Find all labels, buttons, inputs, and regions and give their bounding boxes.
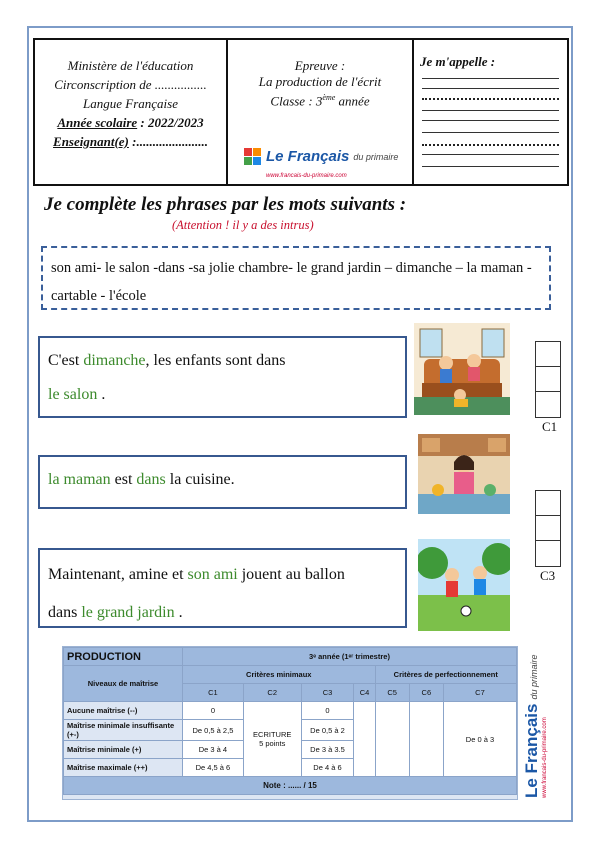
cell-c4-crossed bbox=[354, 702, 375, 777]
grading-grid bbox=[62, 646, 518, 800]
cell-c1: De 3 à 4 bbox=[183, 741, 244, 759]
exercise-title: Je complète les phrases par les mots suivants : bbox=[44, 194, 407, 215]
subject-line: Langue Française bbox=[83, 96, 178, 111]
col-header: C2 bbox=[243, 684, 301, 702]
row-label: Aucune maîtrise (--) bbox=[64, 702, 183, 720]
answer-son-ami: son ami bbox=[187, 566, 238, 583]
garden-football-illustration bbox=[418, 539, 510, 631]
header-name-cell bbox=[414, 40, 567, 184]
col-header: C7 bbox=[443, 684, 516, 702]
header-ministry-cell bbox=[35, 40, 228, 184]
logo-blocks-icon bbox=[244, 148, 262, 165]
name-line bbox=[422, 110, 559, 111]
logo-subtext: du primaire bbox=[353, 151, 399, 162]
col-header: C5 bbox=[375, 684, 409, 702]
sentence-box-3: Maintenant, amine et son ami jouent au ballon dans le grand jardin . bbox=[38, 548, 407, 628]
answer-la-maman: la maman bbox=[48, 471, 111, 488]
name-line bbox=[422, 132, 559, 133]
grid-title: PRODUCTION bbox=[64, 648, 183, 666]
kitchen-illustration bbox=[418, 434, 510, 514]
ministry-line: Ministère de l'éducation bbox=[67, 58, 194, 73]
name-line bbox=[422, 98, 559, 100]
cell-c1: De 4,5 à 6 bbox=[183, 759, 244, 777]
cell-c3: De 0,5 à 2 bbox=[301, 720, 354, 741]
cell-c3: De 4 à 6 bbox=[301, 759, 354, 777]
header-table bbox=[33, 38, 569, 186]
answer-dimanche: dimanche bbox=[83, 352, 146, 369]
col-header: C4 bbox=[354, 684, 375, 702]
district-line: Circonscription de ................ bbox=[54, 77, 207, 92]
word-bank: son ami- le salon -dans -sa jolie chambre- le grand jardin – dimanche – la maman -cartable - l'école bbox=[41, 246, 551, 310]
logo-url: www.francais-du-primaire.com bbox=[266, 173, 347, 179]
name-line bbox=[422, 166, 559, 167]
teacher-line: Enseignant(e) :...................... bbox=[53, 134, 208, 149]
name-line bbox=[422, 88, 559, 89]
cell-c1: 0 bbox=[183, 702, 244, 720]
name-line bbox=[422, 78, 559, 79]
living-room-illustration bbox=[414, 323, 510, 415]
name-line bbox=[422, 120, 559, 121]
answer-dans: dans bbox=[136, 471, 166, 488]
grid-year: 3ᵉ année (1ᵉʳ trimestre) bbox=[183, 648, 517, 666]
side-logo: Le Français du primaire www.francais-du-primaire.com bbox=[522, 654, 548, 798]
col-header: C6 bbox=[409, 684, 443, 702]
cell-c2: ECRITURE 5 points bbox=[243, 702, 301, 777]
class-label: Classe : 3ème année bbox=[270, 93, 370, 109]
cell-c3: De 3 à 3.5 bbox=[301, 741, 354, 759]
exam-subject: La production de l'écrit bbox=[258, 74, 382, 89]
grid-note: Note : ...... / 15 bbox=[64, 777, 517, 795]
name-label: Je m'appelle : bbox=[420, 54, 496, 69]
cell-c3: 0 bbox=[301, 702, 354, 720]
criterion-label-c1: C1 bbox=[542, 419, 558, 434]
col-header: C3 bbox=[301, 684, 354, 702]
min-criteria-header: Critères minimaux bbox=[183, 666, 376, 684]
site-logo bbox=[244, 148, 398, 165]
header-exam-cell bbox=[228, 40, 414, 184]
school-year: Année scolaire : 2022/2023 bbox=[57, 115, 204, 130]
criterion-check-c1[interactable] bbox=[535, 341, 561, 418]
logo-text: Le Français bbox=[266, 147, 350, 165]
sentence-box-2: la maman est dans la cuisine. bbox=[38, 455, 407, 509]
row-label: Maîtrise minimale insuffisante (+-) bbox=[64, 720, 183, 741]
row-label: Maîtrise minimale (+) bbox=[64, 741, 183, 759]
criterion-check-c3[interactable] bbox=[535, 490, 561, 567]
epreuve-label: Epreuve : bbox=[294, 58, 346, 73]
perf-criteria-header: Critères de perfectionnement bbox=[375, 666, 516, 684]
levels-header: Niveaux de maîtrise bbox=[64, 666, 183, 702]
answer-le-grand-jardin: le grand jardin bbox=[81, 604, 175, 621]
name-line bbox=[422, 144, 559, 146]
row-label: Maîtrise maximale (++) bbox=[64, 759, 183, 777]
cell-c5-crossed bbox=[375, 702, 409, 777]
cell-c6-crossed bbox=[409, 702, 443, 777]
col-header: C1 bbox=[183, 684, 244, 702]
cell-c1: De 0,5 à 2,5 bbox=[183, 720, 244, 741]
answer-le-salon: le salon bbox=[48, 386, 98, 403]
exercise-attention: (Attention ! il y a des intrus) bbox=[172, 218, 314, 232]
criterion-label-c3: C3 bbox=[540, 568, 556, 583]
name-line bbox=[422, 154, 559, 155]
sentence-box-1: C'est dimanche, les enfants sont dans le salon . bbox=[38, 336, 407, 418]
cell-c7: De 0 à 3 bbox=[443, 702, 516, 777]
